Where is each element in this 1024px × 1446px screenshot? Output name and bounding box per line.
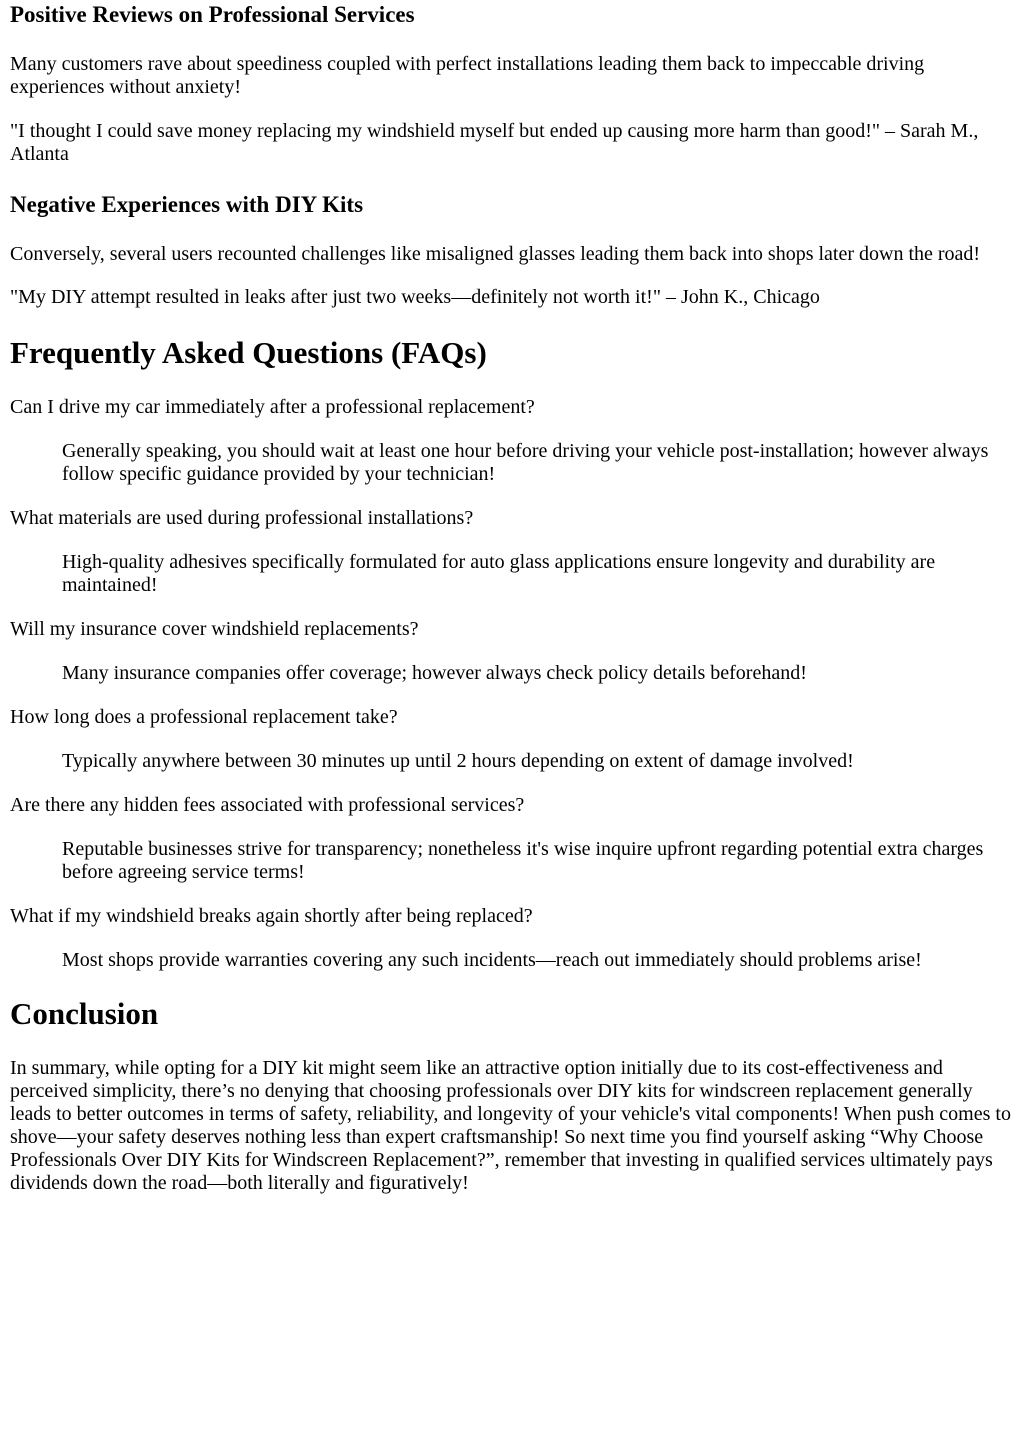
faq-question: What materials are used during professional installations? xyxy=(10,507,474,529)
faq-question: Can I drive my car immediately after a professional replacement? xyxy=(10,396,535,418)
faq-answer: Many insurance companies offer coverage; however always check policy details beforehand! xyxy=(62,662,807,684)
positive-reviews-quote: "I thought I could save money replacing my windshield myself but ended up causing more harm than good!" – Sarah M., Atlanta xyxy=(10,120,979,165)
faq-answer: Reputable businesses strive for transparency; nonetheless it's wise inquire upfront regarding potential extra charges before agreeing service terms! xyxy=(62,838,984,883)
faq-answer: High-quality adhesives specifically formulated for auto glass applications ensure longevity and durability are maintained! xyxy=(62,551,936,596)
faq-answer: Generally speaking, you should wait at least one hour before driving your vehicle post-installation; however always follow specific guidance provided by your technician! xyxy=(62,440,989,485)
faq-heading: Frequently Asked Questions (FAQs) xyxy=(10,335,487,370)
positive-reviews-heading: Positive Reviews on Professional Services xyxy=(10,2,415,27)
positive-reviews-paragraph: Many customers rave about speediness coupled with perfect installations leading them back to impeccable driving experiences without anxiety! xyxy=(10,53,925,98)
negative-experiences-paragraph: Conversely, several users recounted challenges like misaligned glasses leading them back into shops later down the road! xyxy=(10,243,981,265)
faq-list xyxy=(10,396,1015,993)
negative-experiences-heading: Negative Experiences with DIY Kits xyxy=(10,192,364,217)
faq-question: How long does a professional replacement take? xyxy=(10,706,398,728)
negative-experiences-quote: "My DIY attempt resulted in leaks after just two weeks—definitely not worth it!" – John K., Chicago xyxy=(10,286,820,308)
faq-answer: Typically anywhere between 30 minutes up until 2 hours depending on extent of damage involved! xyxy=(62,750,854,772)
faq-answer: Most shops provide warranties covering any such incidents—reach out immediately should problems arise! xyxy=(62,949,922,971)
faq-question: What if my windshield breaks again shortly after being replaced? xyxy=(10,905,533,927)
faq-question: Will my insurance cover windshield replacements? xyxy=(10,618,419,640)
faq-question: Are there any hidden fees associated with professional services? xyxy=(10,794,525,816)
conclusion-paragraph: In summary, while opting for a DIY kit might seem like an attractive option initially due to its cost-effectiveness and perceived simplicity, there’s no denying that choosing professionals over DIY kits for windscreen replacement generally leads to better outcomes in terms of safety, reliability, and longevity of your vehicle's vital components! When push comes to shove—your safety deserves nothing less than expert craftsmanship! So next time you find yourself asking “Why Choose Professionals Over DIY Kits for Windscreen Replacement?”, remember that investing in qualified services ultimately pays dividends down the road—both literally and figuratively! xyxy=(10,1057,1011,1194)
conclusion-heading: Conclusion xyxy=(10,996,159,1031)
